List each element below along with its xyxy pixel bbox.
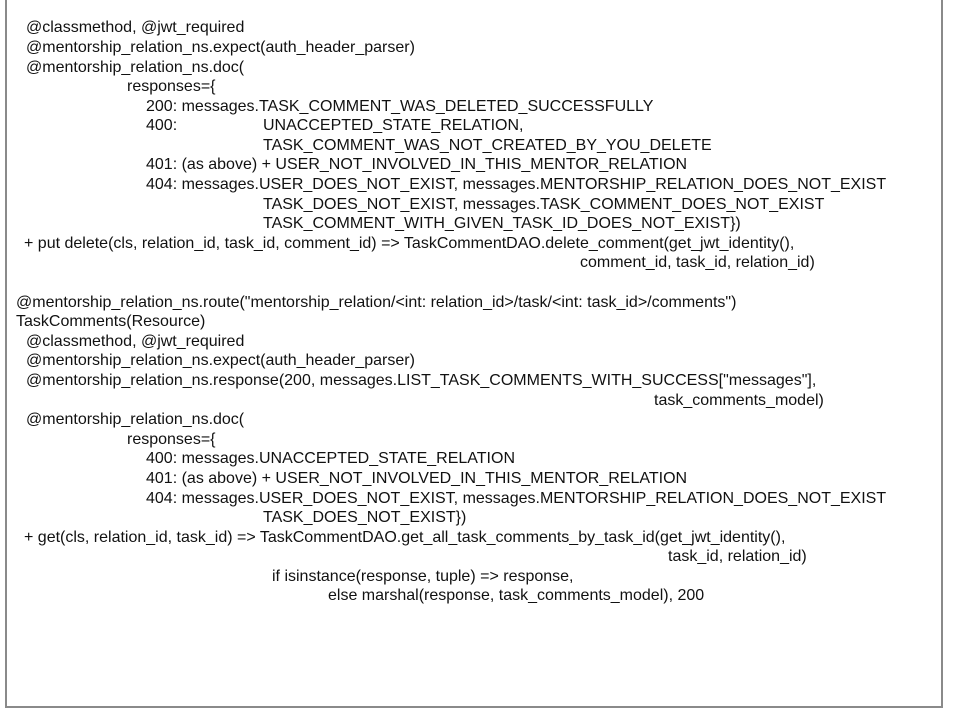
response-detail-line: TASK_DOES_NOT_EXIST, messages.TASK_COMMENT_DOES_NOT_EXIST bbox=[263, 196, 825, 213]
route-line: @mentorship_relation_ns.route("mentorship_relation/<int: relation_id>/task/<int: task_id>/comments") bbox=[16, 294, 737, 311]
decorator-line: @mentorship_relation_ns.expect(auth_header_parser) bbox=[26, 352, 415, 369]
method-body-line: if isinstance(response, tuple) => response, bbox=[272, 568, 574, 585]
response-detail-line: TASK_COMMENT_WAS_NOT_CREATED_BY_YOU_DELETE bbox=[263, 137, 712, 154]
method-continuation-line: comment_id, task_id, relation_id) bbox=[580, 254, 815, 271]
response-code-line: 404: messages.USER_DOES_NOT_EXIST, messages.MENTORSHIP_RELATION_DOES_NOT_EXIST bbox=[146, 490, 887, 507]
decorator-line: @mentorship_relation_ns.response(200, messages.LIST_TASK_COMMENTS_WITH_SUCCESS["messages"], bbox=[26, 372, 817, 389]
response-code-line: 404: messages.USER_DOES_NOT_EXIST, messages.MENTORSHIP_RELATION_DOES_NOT_EXIST bbox=[146, 176, 887, 193]
method-continuation-line: task_id, relation_id) bbox=[668, 548, 807, 565]
response-code-line: 200: messages.TASK_COMMENT_WAS_DELETED_SUCCESSFULLY bbox=[146, 98, 654, 115]
decorator-line: @mentorship_relation_ns.expect(auth_header_parser) bbox=[26, 39, 415, 56]
responses-line: responses={ bbox=[127, 78, 216, 95]
response-code-line: 401: (as above) + USER_NOT_INVOLVED_IN_THIS_MENTOR_RELATION bbox=[146, 470, 688, 487]
response-code-line: 400: bbox=[146, 117, 178, 134]
responses-line: responses={ bbox=[127, 431, 216, 448]
method-body-line: else marshal(response, task_comments_model), 200 bbox=[328, 587, 705, 604]
response-code-line: 400: messages.UNACCEPTED_STATE_RELATION bbox=[146, 450, 515, 467]
diagram-frame bbox=[5, 0, 943, 708]
response-detail-line: TASK_COMMENT_WITH_GIVEN_TASK_ID_DOES_NOT_EXIST}) bbox=[263, 215, 741, 232]
method-signature-line: + get(cls, relation_id, task_id) => TaskCommentDAO.get_all_task_comments_by_task_id(get_jwt_identity(), bbox=[24, 529, 786, 546]
decorator-line: @classmethod, @jwt_required bbox=[26, 333, 245, 350]
decorator-continuation-line: task_comments_model) bbox=[654, 392, 824, 409]
class-name-line: TaskComments(Resource) bbox=[16, 313, 206, 330]
response-detail-line: TASK_DOES_NOT_EXIST}) bbox=[263, 509, 467, 526]
response-code-line: 401: (as above) + USER_NOT_INVOLVED_IN_THIS_MENTOR_RELATION bbox=[146, 156, 688, 173]
response-detail-line: UNACCEPTED_STATE_RELATION, bbox=[263, 117, 524, 134]
decorator-line: @classmethod, @jwt_required bbox=[26, 19, 245, 36]
decorator-line: @mentorship_relation_ns.doc( bbox=[26, 59, 245, 76]
decorator-line: @mentorship_relation_ns.doc( bbox=[26, 411, 245, 428]
method-signature-line: + put delete(cls, relation_id, task_id, comment_id) => TaskCommentDAO.delete_comment(get_jwt_identity(), bbox=[24, 235, 795, 252]
